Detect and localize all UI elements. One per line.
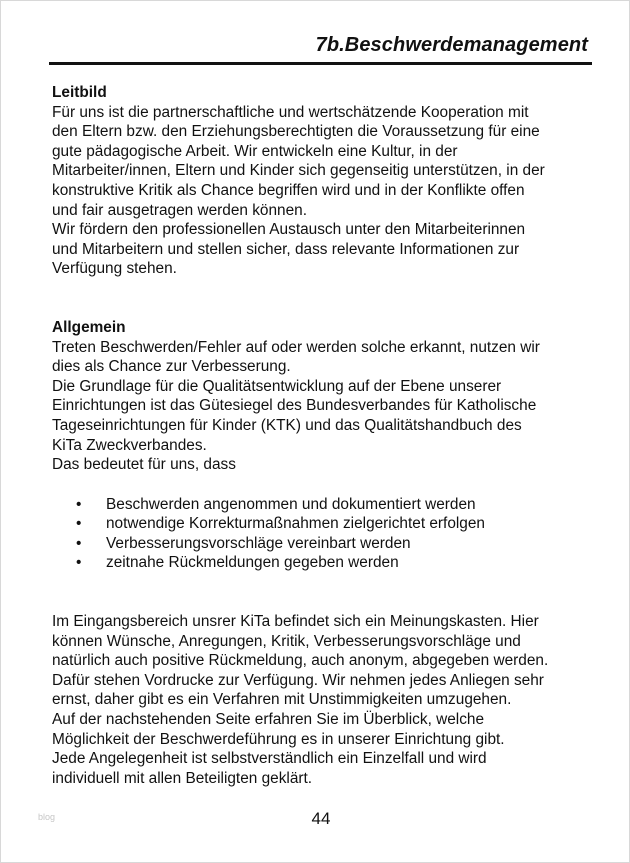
text-line: KiTa Zweckverbandes.: [52, 436, 207, 454]
section-spacer: [52, 573, 597, 612]
list-item: [52, 553, 597, 573]
bullet-icon: •: [76, 554, 82, 572]
section-spacer: [52, 279, 597, 318]
text-line: Das bedeutet für uns, dass: [52, 456, 236, 474]
page-content: [52, 83, 597, 788]
page-title: 7b.Beschwerdemanagement: [315, 34, 588, 56]
text-line: natürlich auch positive Rückmeldung, auch anonym, abgegeben werden.: [52, 652, 549, 670]
list-item: [52, 495, 597, 515]
list-item-text: zeitnahe Rückmeldungen gegeben werden: [106, 554, 399, 572]
text-line: können Wünsche, Anregungen, Kritik, Verbesserungsvorschläge und: [52, 632, 521, 650]
list-item: [52, 534, 597, 554]
bullet-icon: •: [76, 534, 82, 552]
text-line: Tageseinrichtungen für Kinder (KTK) und das Qualitätshandbuch des: [52, 416, 522, 434]
text-line: und fair ausgetragen werden können.: [52, 201, 307, 219]
text-line: gute pädagogische Arbeit. Wir entwickeln eine Kultur, in der: [52, 142, 458, 160]
text-line: Jede Angelegenheit ist selbstverständlich ein Einzelfall und wird: [52, 750, 487, 768]
list-item-text: Beschwerden angenommen und dokumentiert werden: [106, 495, 476, 513]
text-line: Für uns ist die partnerschaftliche und wertschätzende Kooperation mit: [52, 103, 529, 121]
text-line: Treten Beschwerden/Fehler auf oder werden solche erkannt, nutzen wir: [52, 338, 540, 356]
text-line: Dafür stehen Vordrucke zur Verfügung. Wir nehmen jedes Anliegen sehr: [52, 671, 544, 689]
text-line: Die Grundlage für die Qualitätsentwicklung auf der Ebene unserer: [52, 377, 502, 395]
section-heading-leitbild: Leitbild: [52, 84, 107, 101]
text-line: Mitarbeiter/innen, Eltern und Kinder sich gegenseitig unterstützen, in der: [52, 162, 545, 180]
text-line: Verfügung stehen.: [52, 260, 177, 278]
text-line: ernst, daher gibt es ein Verfahren mit Unstimmigkeiten umzugehen.: [52, 691, 512, 709]
bullet-icon: •: [76, 515, 82, 533]
text-line: Einrichtungen ist das Gütesiegel des Bundesverbandes für Katholische: [52, 397, 537, 415]
list-item-text: notwendige Korrekturmaßnahmen zielgerichtet erfolgen: [106, 515, 485, 533]
text-line: Wir fördern den professionellen Austausch unter den Mitarbeiterinnen: [52, 221, 526, 239]
bullet-icon: •: [76, 495, 82, 513]
text-line: Im Eingangsbereich unsrer KiTa befindet sich ein Meinungskasten. Hier: [52, 613, 539, 631]
text-line: konstruktive Kritik als Chance begriffen wird und in der Konflikte offen: [52, 181, 525, 199]
section-heading-allgemein: Allgemein: [52, 318, 126, 336]
list-item-text: Verbesserungsvorschläge vereinbart werden: [106, 534, 411, 552]
list-item: [52, 514, 597, 534]
bullet-list: [52, 495, 597, 573]
list-spacer: [52, 475, 597, 495]
header-divider: [49, 62, 592, 65]
text-line: und Mitarbeitern und stellen sicher, dass relevante Informationen zur: [52, 240, 520, 258]
page-number: 44: [311, 809, 331, 828]
text-line: Auf der nachstehenden Seite erfahren Sie im Überblick, welche: [52, 711, 485, 729]
text-line: dies als Chance zur Verbesserung.: [52, 358, 291, 376]
watermark: blog: [38, 812, 56, 822]
text-line: Möglichkeit der Beschwerdeführung es in unserer Einrichtung gibt.: [52, 730, 505, 748]
text-line: individuell mit allen Beteiligten geklärt.: [52, 769, 313, 787]
text-line: den Eltern bzw. den Erziehungsberechtigten die Voraussetzung für eine: [52, 123, 540, 141]
